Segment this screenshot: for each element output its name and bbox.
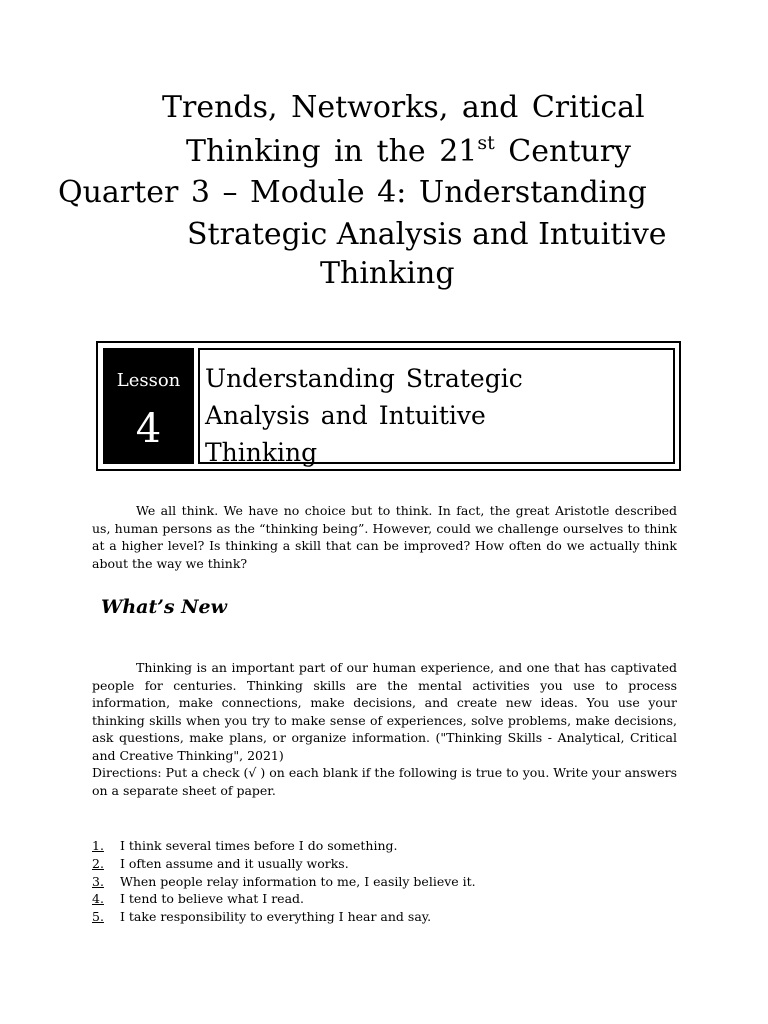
item-number: 5. (92, 909, 104, 925)
item-text: I often assume and it usually works. (119, 855, 349, 871)
lesson-number: 4 (135, 406, 162, 452)
lesson-title-line-1: Understanding Strategic (205, 364, 523, 393)
intro-paragraph (92, 502, 677, 572)
item-text: I tend to believe what I read. (119, 891, 304, 907)
lesson-title-line-2: Analysis and Intuitive (205, 401, 486, 430)
title-line-2-end: Century (494, 134, 631, 169)
title-line-2-main: Thinking in the 21 (186, 134, 478, 169)
title-line-2 (186, 132, 631, 169)
item-number: 4. (92, 891, 104, 907)
lesson-title-box (198, 348, 675, 467)
item-number: 3. (92, 873, 104, 889)
section-heading: What’s New (101, 596, 227, 618)
item-number: 2. (92, 855, 104, 871)
item-text: I think several times before I do something. (119, 838, 398, 853)
title-line-5: Thinking (320, 256, 455, 291)
title-line-1: Trends, Networks, and Critical (162, 90, 645, 125)
checklist-item (92, 837, 476, 855)
lesson-tag (103, 348, 194, 464)
thinking-paragraph (92, 659, 677, 764)
lesson-label: Lesson (116, 370, 181, 391)
checklist-item (92, 890, 476, 908)
item-text: When people relay information to me, I easily believe it. (119, 873, 476, 889)
directions: Directions: Put a check (√ ) on each blank if the following is true to you. Write your answers on a separate sheet of paper. (92, 765, 677, 798)
thinking-text: Thinking is an important part of our human experience, and one that has captivated people for centuries. Thinking skills are the mental activities you use to process information, make connections, make decisions, and create new ideas. You use your thinking skills when you try to make sense of experiences, solve problems, make decisions, ask questions, make plans, or organize information. ("Thinking Skills - Analytical, Critical and Creative Thinking", 2021) (92, 660, 677, 763)
title-line-4: Strategic Analysis and Intuitive (187, 217, 667, 252)
item-text: I take responsibility to everything I hear and say. (119, 909, 432, 925)
checklist-item (92, 873, 476, 891)
lesson-box (96, 341, 681, 471)
title-superscript: st (477, 132, 495, 154)
title-line-3: Quarter 3 – Module 4: Understanding (58, 175, 647, 210)
lesson-title-line-3: Thinking (205, 438, 318, 467)
checklist-item (92, 908, 476, 926)
checklist-item (92, 855, 476, 873)
checklist (92, 837, 476, 926)
lesson-title (205, 360, 565, 471)
item-number: 1. (92, 838, 104, 853)
intro-text: We all think. We have no choice but to think. In fact, the great Aristotle described us, human persons as the “thinking being”. However, could we challenge ourselves to think at a higher level? Is thinking a skill that can be improved? How often do we actually think about the way we think? (92, 503, 677, 571)
